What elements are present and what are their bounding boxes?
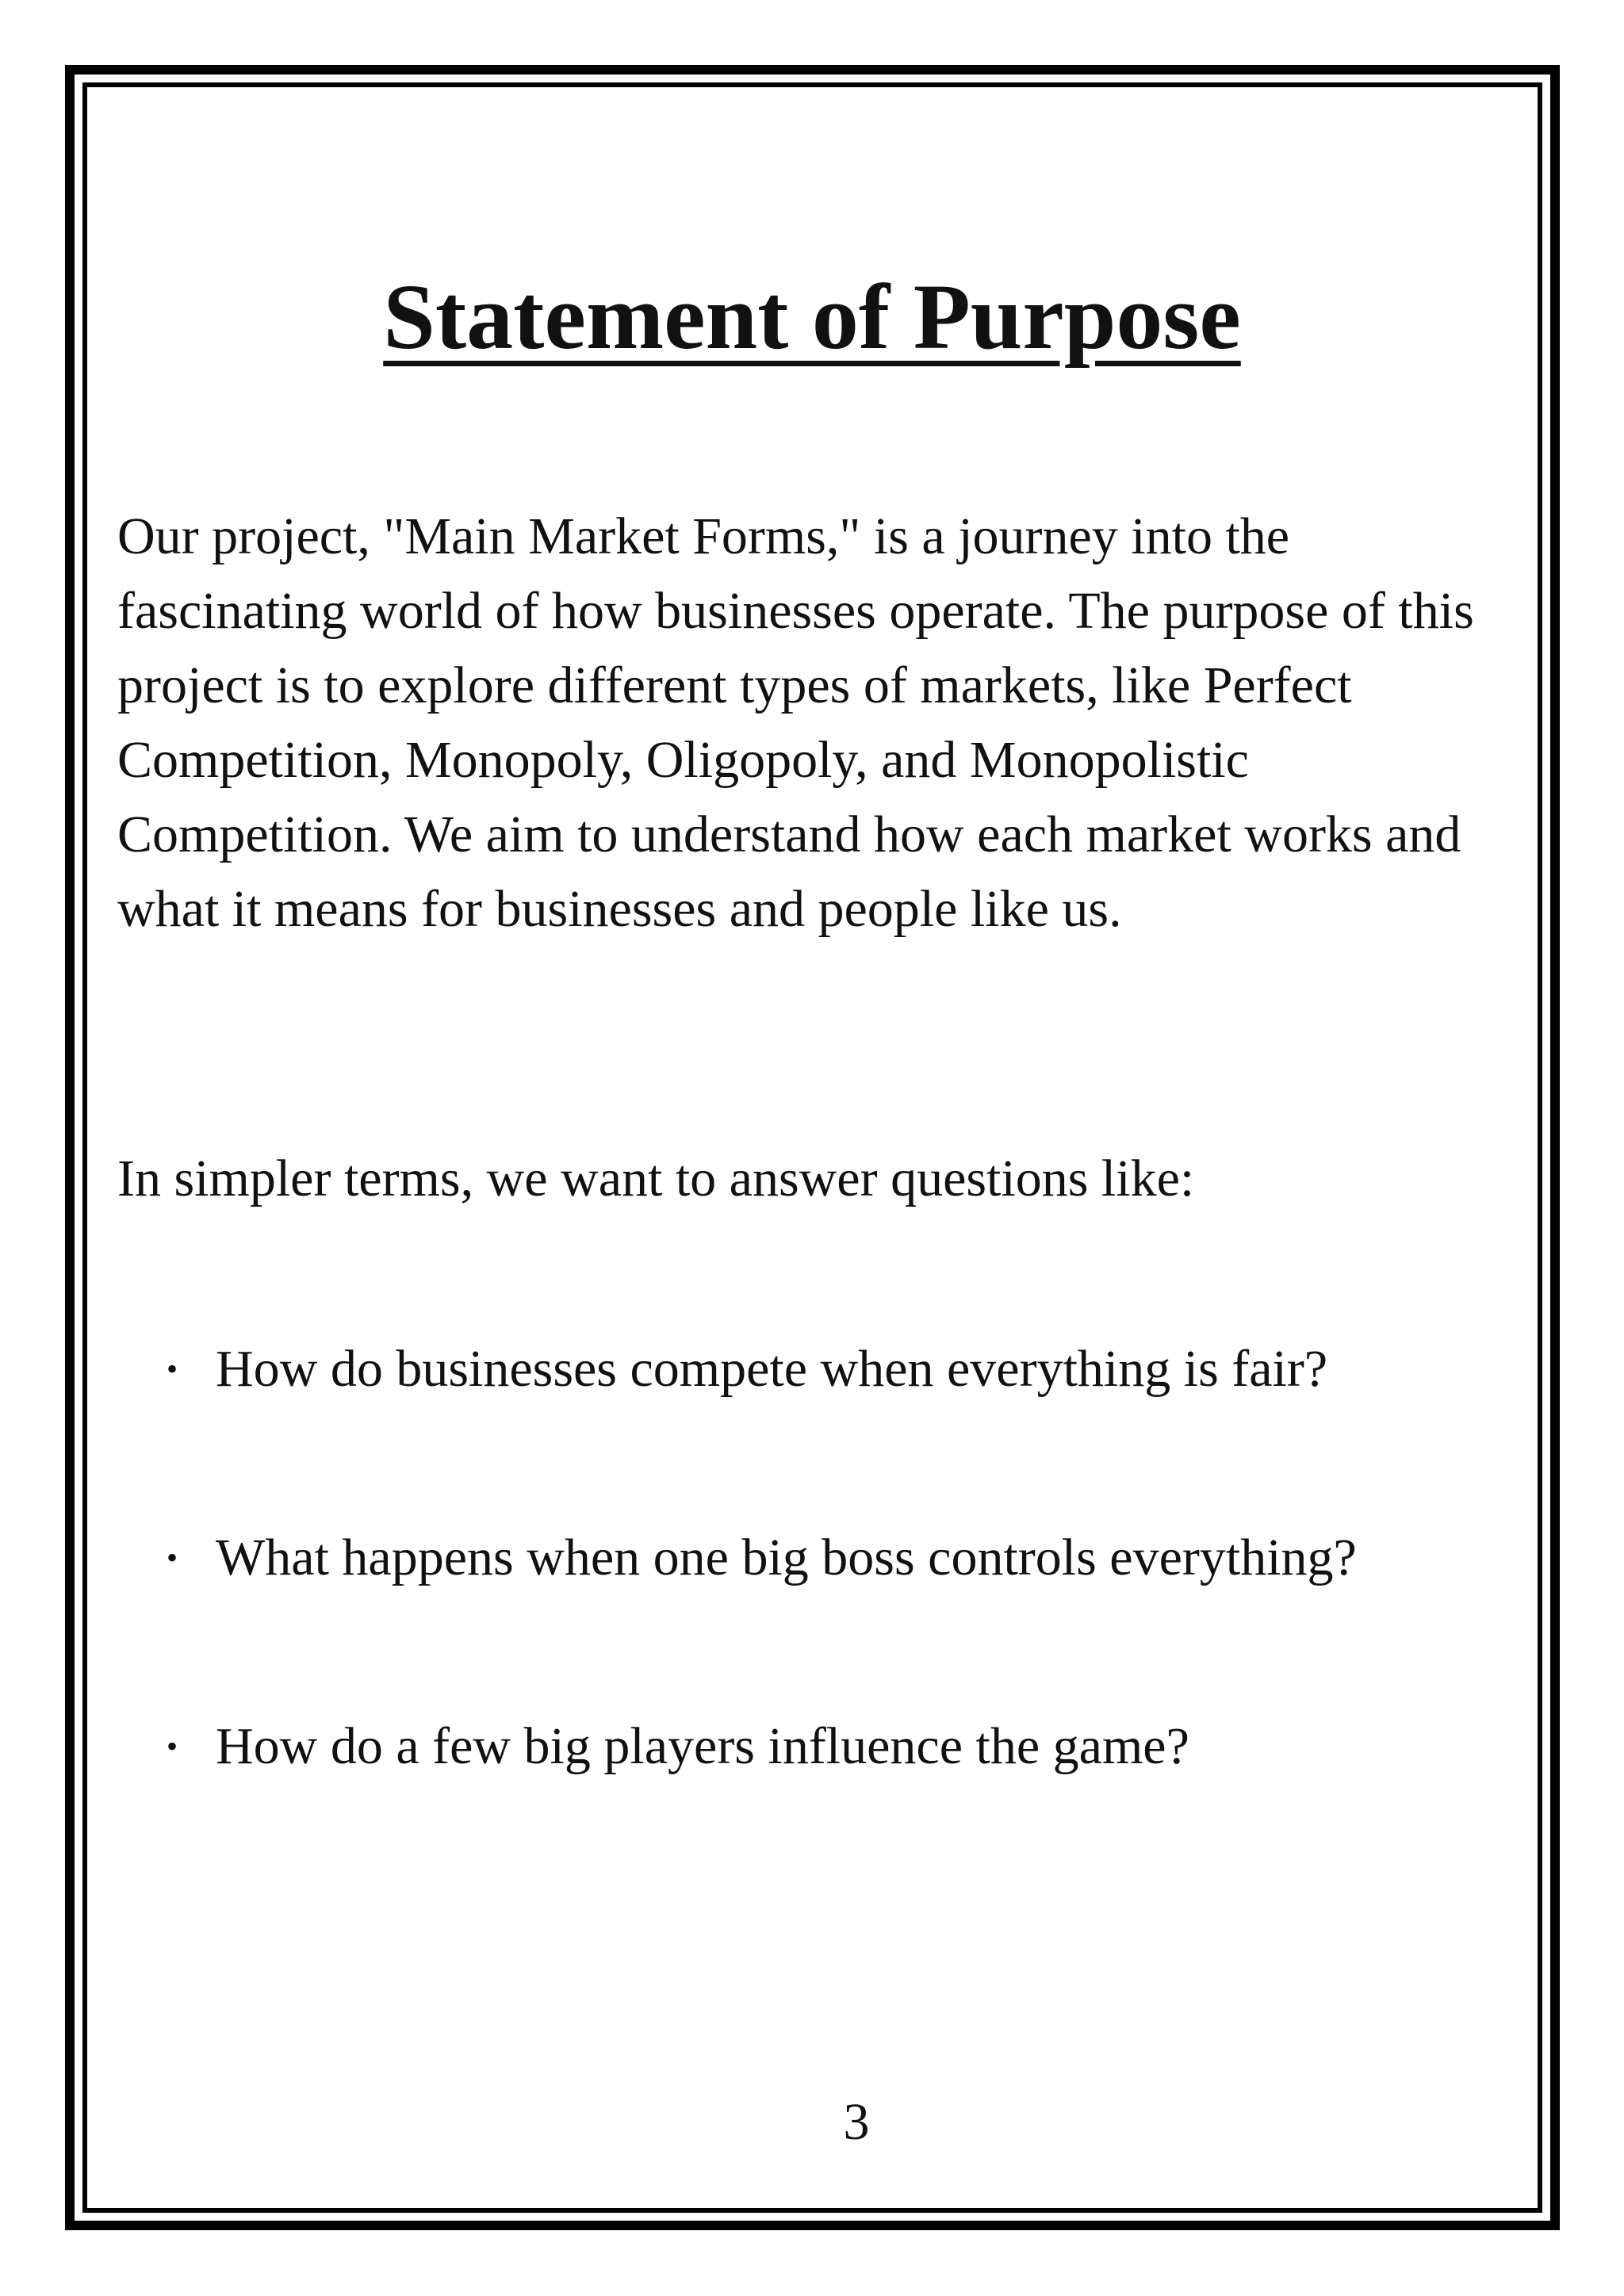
bullet-icon: •	[167, 1351, 178, 1387]
list-item	[167, 1521, 1373, 1595]
questions-lead-paragraph: In simpler terms, we want to answer questions like:	[117, 1150, 1195, 1207]
questions-list	[167, 1332, 1515, 1898]
question-text: How do businesses compete when everything is fair?	[216, 1340, 1328, 1398]
question-text: What happens when one big boss controls everything?	[216, 1529, 1357, 1586]
page-number: 3	[843, 2093, 870, 2151]
list-item	[167, 1332, 1373, 1406]
intro-paragraph: Our project, "Main Market Forms," is a journey into the fascinating world of how businesses operate. The purpose of this project is to explore different types of markets, like Perfect Competition, Monopoly, Oligopoly, and Monopolistic Competition. We aim to understand how each market works and what it means for businesses and people like us.	[117, 507, 1474, 938]
list-item	[167, 1709, 1373, 1784]
question-text: How do a few big players influence the game?	[216, 1717, 1189, 1775]
bullet-icon: •	[167, 1540, 178, 1575]
page-title: Statement of Purpose	[383, 265, 1241, 369]
bullet-icon: •	[167, 1728, 178, 1764]
